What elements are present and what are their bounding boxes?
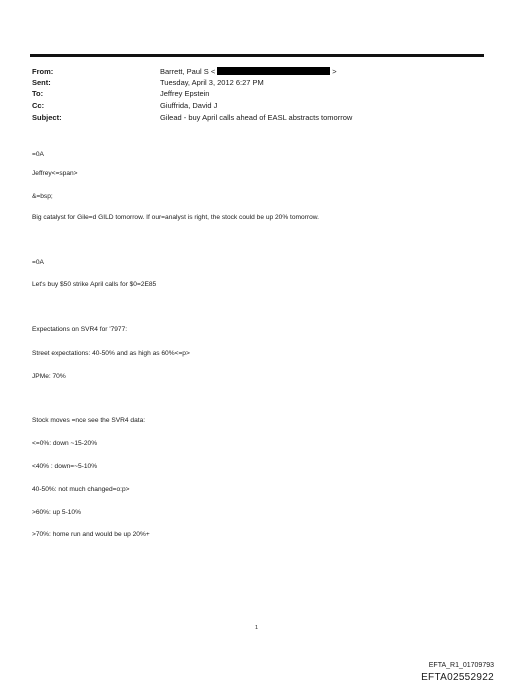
footer-id-primary: EFTA_R1_01709793	[428, 662, 494, 669]
to-label: To:	[32, 89, 44, 98]
body-line: Big catalyst for Gile=d GILD tomorrow. If our=analyst is right, the stock could be up 20% tomorrow.	[32, 214, 319, 221]
body-line: &=bsp;	[32, 193, 53, 200]
page-number: 1	[255, 625, 259, 631]
body-line: Street expectations: 40-50% and as high as 60%<=p>	[32, 350, 190, 357]
subject-label: Subject:	[32, 113, 62, 122]
body-line: Let's buy $50 strike April calls for $0=2E85	[32, 281, 157, 288]
from-suffix: >	[332, 67, 337, 76]
body-line: <40% : down=~5-10%	[32, 463, 98, 470]
to-value: Jeffrey Epstein	[160, 89, 210, 98]
sent-value: Tuesday, April 3, 2012 6:27 PM	[160, 78, 264, 87]
subject-value: Gilead - buy April calls ahead of EASL abstracts tomorrow	[160, 113, 353, 122]
body-line: Expectations on SVR4 for '7977:	[32, 326, 128, 333]
cc-value: Giuffrida, David J	[160, 101, 218, 110]
body-line: =0A	[32, 259, 44, 266]
body-line: 40-50%: not much changed=o:p>	[32, 486, 130, 493]
body-line: >70%: home run and would be up 20%+	[32, 531, 150, 538]
footer-id-secondary: EFTA02552922	[421, 672, 494, 683]
body-line: Jeffrey<=span>	[32, 170, 78, 177]
redaction-bar	[217, 67, 330, 75]
body-line: >60%: up 5-10%	[32, 509, 81, 516]
body-line: =0A	[32, 151, 44, 158]
body-line: Stock moves =nce see the SVR4 data:	[32, 417, 146, 424]
from-label: From:	[32, 67, 54, 76]
sent-label: Sent:	[32, 78, 51, 87]
header-rule	[30, 54, 484, 57]
body-line: <=0%: down ~15-20%	[32, 440, 98, 447]
from-name: Barrett, Paul S <	[160, 67, 216, 76]
body-line: JPMe: 70%	[32, 373, 66, 380]
from-value	[160, 67, 337, 77]
cc-label: Cc:	[32, 101, 45, 110]
